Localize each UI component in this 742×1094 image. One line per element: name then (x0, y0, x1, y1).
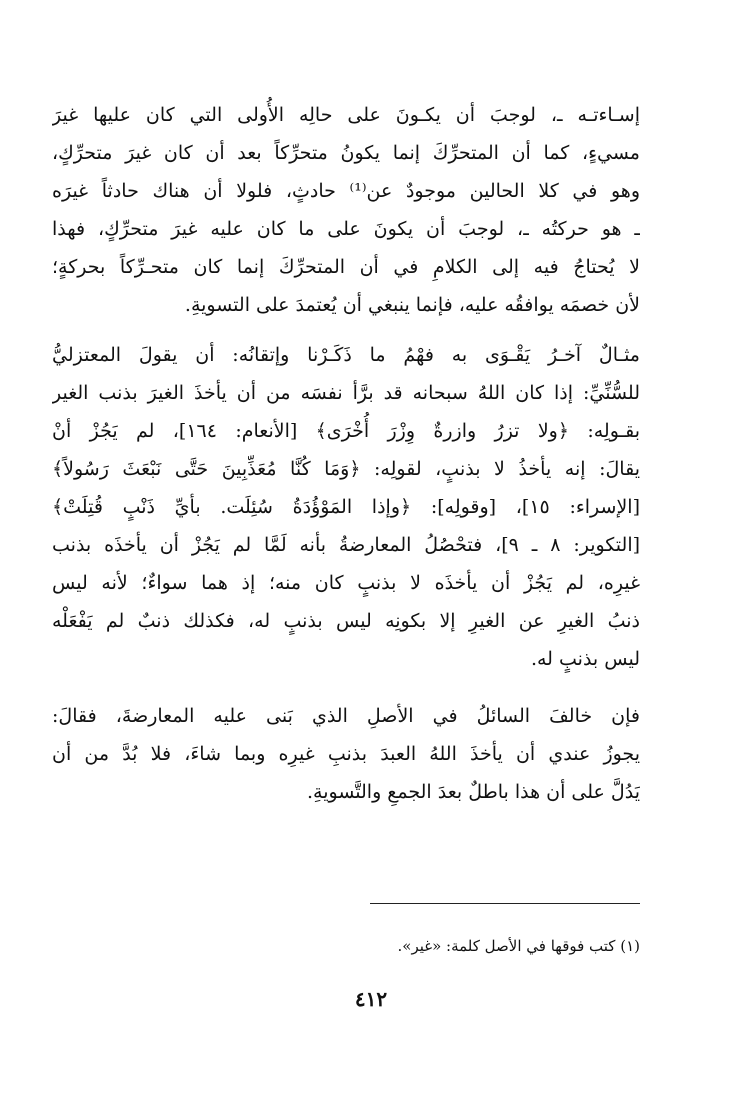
text-line: للسُّنِّيِّ: إذا كان اللهُ سبحانه قد برَّأ نفسَه من أن يأخذَ الغيرَ بذنب الغير (52, 382, 640, 404)
text-line: إسـاءتـه ـ، لوجبَ أن يكـونَ على حالِه الأُولى التي كان عليها غيرَ (52, 104, 640, 126)
text-line: وهو في كلا الحالين موجودٌ عن⁽¹⁾ حادثٍ، فلولا أن هناك حادثاً غيرَه (52, 180, 640, 202)
text-line: مسيءٍ، كما أن المتحرِّكَ إنما يكونُ متحرِّكاً بعد أن كان غيرَ متحرِّكٍ، (52, 142, 640, 164)
page-number: ٤١٢ (354, 987, 388, 1011)
text-line: يقالَ: إنه يأخذُ لا بذنبٍ، لقولِه: ﴿وَمَا كُنَّا مُعَذِّبِينَ حَتَّى نَبْعَثَ رَسُولاً﴾ (52, 458, 640, 480)
footnote: (١) كتب فوقها في الأصل كلمة: «غير». (397, 937, 640, 955)
text-line: فإن خالفَ السائلُ في الأصلِ الذي بَنى عليه المعارضةَ، فقالَ: (52, 705, 640, 727)
text-line: لا يُحتاجُ فيه إلى الكلامِ في أن المتحرِّكَ إنما كان متحـرِّكاً بحركةٍ؛ (52, 256, 640, 278)
text-line: يَدُلَّ على أن هذا باطلٌ بعدَ الجمعِ والتَّسويةِ. (306, 781, 640, 803)
text-line: غيرِه، لم يَجُزْ أن يأخذَه لا بذنبٍ كان منه؛ إذ هما سواءٌ؛ لأنه ليس (52, 572, 640, 594)
text-line: ليس بذنبٍ له. (530, 648, 640, 670)
text-line: [الإسراء: ١٥]، [وقولِه]: ﴿وإذا المَوْؤُدَةُ سُئِلَت. بأيِّ ذَنْبٍ قُتِلَتْ﴾ (52, 496, 640, 518)
text-line: [التكوير: ٨ ـ ٩]، فتحْصُلُ المعارضةُ بأنه لَمَّا لم يَجُزْ أن يأخذَه بذنب (52, 534, 640, 556)
text-line: لأن خصمَه يوافقُه عليه، فإنما ينبغي أن يُعتمدَ على التسويةِ. (184, 294, 640, 316)
paragraph-1 (52, 96, 640, 324)
footnote-divider (370, 903, 640, 904)
text-line: ـ هو حركتُه ـ، لوجبَ أن يكونَ على ما كان عليه غيرَ متحرِّكٍ، فهذا (52, 218, 640, 240)
text-line: بقـولِه: ﴿ولا تزرُ وازرةٌ وِزْرَ أُخْرَى﴾ [الأنعام: ١٦٤]، لم يَجُزْ أنْ (52, 420, 640, 442)
text-line: ذنبُ الغيرِ عن الغيرِ إلا بكونِه ليس بذنبٍ له، فكذلك ذنبٌ لم يَفْعَلْه (52, 610, 640, 632)
text-line: مثـالٌ آخـرُ يَقْـوَى به فهْمُ ما ذَكَـرْنا وإتقانُه: أن يقولَ المعتزليُّ (52, 344, 640, 366)
paragraph-2 (52, 336, 640, 678)
text-line: يجوزُ عندي أن يأخذَ اللهُ العبدَ بذنبِ غيرِه وبما شاءَ، فلا بُدَّ من أن (52, 743, 640, 765)
paragraph-3 (52, 697, 640, 811)
